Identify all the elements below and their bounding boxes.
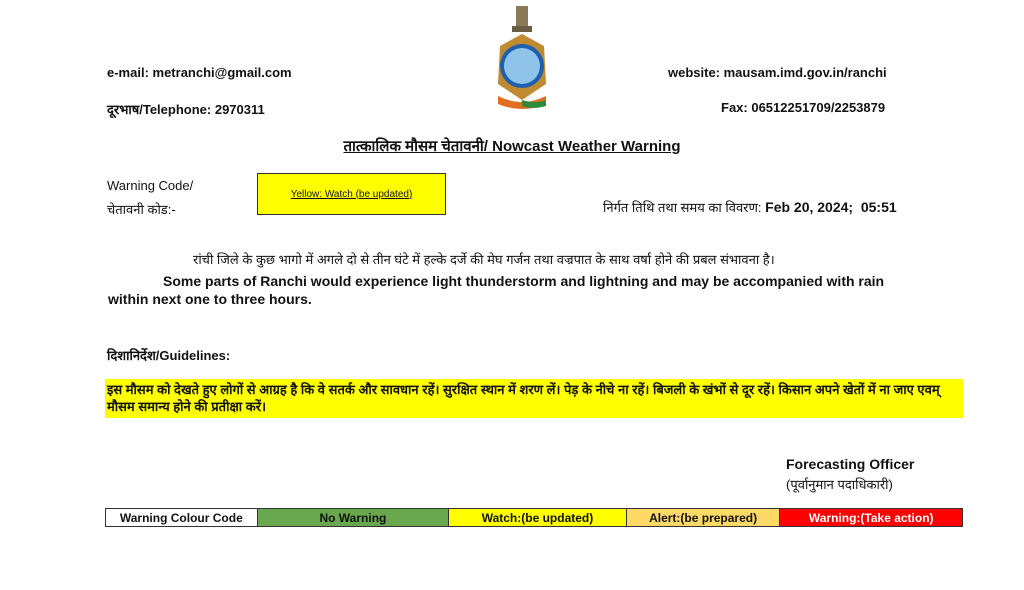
issued-label: निर्गत तिथि तथा समय का विवरण: <box>603 200 762 215</box>
telephone: दूरभाष/Telephone: 2970311 <box>107 102 265 117</box>
message-hindi: रांची जिले के कुछ भागो में अगले दो से तीन घंटे में हल्के दर्जे की मेघ गर्जन तथा वज्रपात के साथ वर्षा होने की प्रबल संभावना है। <box>193 252 775 267</box>
warning-code-label: Warning Code/ <box>107 178 194 193</box>
legend-warning: Warning:(Take action) <box>780 509 962 526</box>
imd-emblem-logo <box>492 4 552 112</box>
signature-title-hindi: (पूर्वानुमान पदाधिकारी) <box>786 477 893 492</box>
legend-header: Warning Colour Code <box>106 509 258 526</box>
guidelines-text: इस मौसम को देखते हुए लोगों से आग्रह है कि वे सतर्क और सावधान रहें। सुरक्षित स्थान में शरण लें। पेड़ के नीचे ना रहें। बिजली के खंभों से दूर रहें। किसान अपने खेतों में ना जाए एवम् मौसम समान्य होने की प्रतीक्षा करें। <box>105 379 963 418</box>
page-title: तात्कालिक मौसम चेतावनी/ Nowcast Weather Warning <box>343 138 681 155</box>
legend-watch: Watch:(be updated) <box>449 509 627 526</box>
message-english-line2: within next one to three hours. <box>108 291 312 307</box>
guidelines-label: दिशानिर्देश/Guidelines: <box>107 348 231 363</box>
legend-alert: Alert:(be prepared) <box>627 509 781 526</box>
message-english-line1: Some parts of Ranchi would experience light thunderstorm and lightning and may be accompanied with rain <box>163 273 885 289</box>
issued-time <box>603 198 897 216</box>
email: e-mail: metranchi@gmail.com <box>107 65 292 80</box>
fax: Fax: 06512251709/2253879 <box>721 100 886 115</box>
warning-code-badge <box>257 173 446 215</box>
warning-colour-legend <box>105 508 963 527</box>
signature-title: Forecasting Officer <box>786 456 915 472</box>
warning-code-label-hindi: चेतावनी कोड:- <box>107 202 176 217</box>
warning-code-value: Yellow: Watch (be updated) <box>290 188 413 200</box>
legend-no-warning: No Warning <box>258 509 450 526</box>
website: website: mausam.imd.gov.in/ranchi <box>668 65 887 80</box>
issued-value: Feb 20, 2024; 05:51 <box>765 199 897 215</box>
